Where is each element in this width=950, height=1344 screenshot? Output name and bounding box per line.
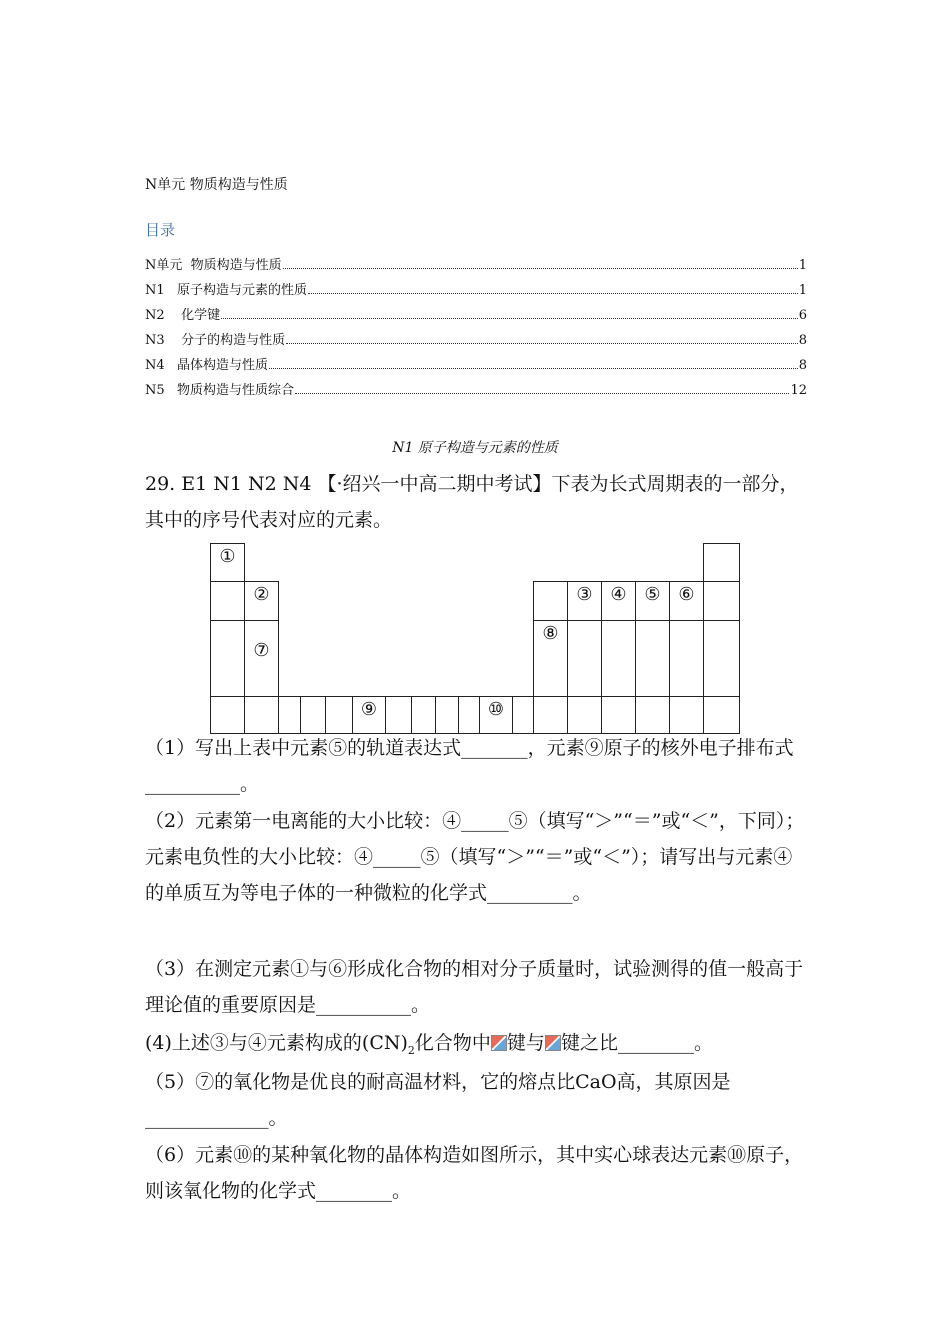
toc-entry-label: N5 物质构造与性质综合 [145,383,295,398]
toc-leader-dots [295,392,789,394]
pi-symbol-image-icon [545,1035,561,1051]
toc-entry-page: 8 [798,358,807,373]
toc-leader-dots [308,292,798,294]
question-part-2: （2）元素第一电离能的大小比较：④_____⑤（填写“＞”“＝”或“＜”，下同）；元素电负性的大小比较：④_____⑤（填写“＞”“＝”或“＜”）；请写出与元素④的单质互为等电子体的一种微粒的化学式_________。 [145,810,805,904]
table-cell [325,696,353,734]
toc-entry-page: 8 [798,333,807,348]
table-cell [210,620,245,697]
table-cell [703,620,740,697]
sigma-symbol-image-icon [491,1035,507,1051]
table-cell [703,581,740,621]
section-title: N1 原子构造与元素的性质 [392,440,558,456]
table-cell: ③ [567,581,602,621]
table-cell: ⑧ [533,620,568,697]
table-cell: ⑦ [244,620,279,697]
table-cell [601,620,636,697]
table-cell: ② [244,581,279,621]
question-part-1: （1）写出上表中元素⑤的轨道表达式_______，元素⑨原子的核外电子排布式__________。 [145,737,794,795]
table-cell [703,543,740,582]
question-part-4 [145,1025,810,1069]
table-cell [244,696,279,734]
table-cell [458,696,480,734]
toc-entry-label: N2 化学键 [145,308,221,323]
q4-text-d: 键之比________。 [560,1032,713,1054]
toc-entry[interactable] [145,353,807,378]
unit-header: N单元 物质构造与性质 [145,177,288,193]
q4-text-c: 键与 [506,1032,545,1054]
table-cell [669,696,704,734]
table-cell [601,696,636,734]
table-cell [512,696,534,734]
table-cell: ④ [601,581,636,621]
table-cell: ① [210,543,245,582]
table-cell [669,620,704,697]
table-cell [635,696,670,734]
toc-entry-label: N3 分子的构造与性质 [145,333,286,348]
table-cell [703,696,740,734]
table-cell: ⑩ [479,696,513,734]
table-cell [385,696,412,734]
toc-leader-dots [286,342,798,344]
table-cell: ⑤ [635,581,670,621]
toc-leader-dots [221,317,798,319]
toc-entry-label: N4 晶体构造与性质 [145,358,269,373]
table-cell [635,620,670,697]
question-part-6: （6）元素⑩的某种氧化物的晶体构造如图所示，其中实心球表达元素⑩原子，则该氧化物的化学式________。 [145,1144,804,1202]
question-part-5: （5）⑦的氧化物是优良的耐高温材料，它的熔点比CaO高，其原因是_____________。 [145,1071,731,1129]
q4-text-a: (4)上述③与④元素构成的(CN) [145,1032,408,1054]
table-cell [411,696,436,734]
toc-entry-page: 1 [798,258,807,273]
table-cell: ⑨ [352,696,386,734]
toc-title: 目录 [145,221,176,239]
table-cell [210,581,245,621]
toc-leader-dots [269,367,798,369]
table-cell [300,696,326,734]
toc-entry-label: N1 原子构造与元素的性质 [145,283,308,298]
toc-entry[interactable] [145,303,807,328]
table-cell [533,581,568,621]
table-cell [435,696,459,734]
toc-entry-page: 1 [798,283,807,298]
table-cell [533,696,568,734]
question-part-3: （3）在测定元素①与⑥形成化合物的相对分子质量时，试验测得的值一般高于理论值的重要原因是__________。 [145,958,804,1016]
toc-entry-page: 6 [798,308,807,323]
table-cell: ⑥ [669,581,704,621]
table-cell [567,620,602,697]
table-cell [278,696,301,734]
toc-entry-label: N单元 物质构造与性质 [145,258,282,273]
q4-subscript: 2 [407,1043,415,1057]
toc-entry[interactable] [145,328,807,353]
toc-entry[interactable] [145,378,807,403]
table-cell [210,696,245,734]
toc-entry-page: 12 [790,383,807,398]
question-intro: 29. E1 N1 N2 N4 【·绍兴一中高二期中考试】下表为长式周期表的一部分，其中的序号代表对应的元素。 [145,473,799,531]
table-of-contents [145,253,807,403]
toc-entry[interactable] [145,253,807,278]
toc-entry[interactable] [145,278,807,303]
q4-text-b: 化合物中 [414,1032,491,1054]
table-cell [567,696,602,734]
toc-leader-dots [283,267,798,269]
